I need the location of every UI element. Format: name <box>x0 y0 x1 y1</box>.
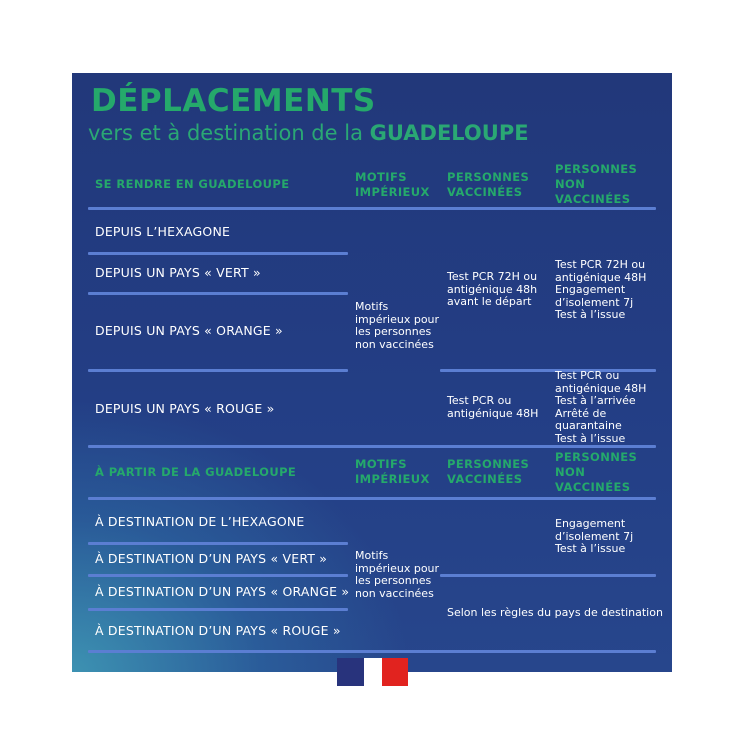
column-header-vaccinated <box>447 170 529 200</box>
cell-line: non vaccinées <box>355 337 434 351</box>
divider <box>88 207 656 210</box>
cell-line: Test à l’issue <box>555 542 626 555</box>
cell-line: Test PCR ou <box>555 369 620 382</box>
column-header-line: PERSONNES <box>555 162 638 176</box>
flag-blue-band <box>337 658 364 686</box>
column-header-line: PERSONNES <box>447 457 530 471</box>
divider <box>88 542 348 545</box>
divider <box>88 608 348 611</box>
row-label-to-red-country: À DESTINATION D’UN PAYS « ROUGE » <box>95 623 341 638</box>
cell-line: antigénique 48H <box>447 406 539 420</box>
cell-line: quarantaine <box>555 419 622 432</box>
cell-line: Test à l’arrivée <box>555 394 636 407</box>
motifs-cell <box>355 301 439 351</box>
column-header-line: MOTIFS <box>355 457 407 471</box>
page-subtitle <box>88 121 529 145</box>
column-header-line: IMPÉRIEUX <box>355 472 430 486</box>
row-label-to-orange-country: À DESTINATION D’UN PAYS « ORANGE » <box>95 584 350 599</box>
row-label-orange-country: DEPUIS UN PAYS « ORANGE » <box>95 323 283 338</box>
cell-line: Motifs <box>355 549 389 562</box>
cell-line: Engagement <box>555 283 626 296</box>
cell-line: Engagement <box>555 517 626 530</box>
column-header-line: NON <box>555 465 586 479</box>
cell-line: impérieux pour <box>355 561 440 575</box>
column-header-line: VACCINÉES <box>447 185 523 199</box>
divider <box>88 650 656 653</box>
column-header-line: VACCINÉES <box>447 472 523 486</box>
divider <box>440 574 656 577</box>
cell-line: Arrêté de <box>555 406 607 420</box>
page-title: DÉPLACEMENTS <box>91 83 376 119</box>
subtitle-prefix: vers et à destination de la <box>88 121 370 145</box>
cell-line: Test PCR 72H ou <box>555 258 646 271</box>
divider <box>88 497 656 500</box>
divider <box>88 252 348 255</box>
unvaccinated-green-orange-cell <box>555 259 646 322</box>
column-header-line: IMPÉRIEUX <box>355 185 430 199</box>
travel-rules-panel <box>72 73 672 672</box>
flag-red-band <box>382 658 409 686</box>
cell-line: impérieux pour <box>355 312 440 326</box>
column-header-line: VACCINÉES <box>555 192 631 206</box>
vaccinated-red-cell <box>447 395 538 420</box>
divider <box>88 369 348 372</box>
unvaccinated-red-cell <box>555 370 646 445</box>
divider <box>88 292 348 295</box>
section-arrival-title: SE RENDRE EN GUADELOUPE <box>95 177 290 191</box>
column-header-line: MOTIFS <box>355 170 407 184</box>
cell-line: d’isolement 7j <box>555 295 634 309</box>
divider <box>88 445 656 448</box>
cell-line: Test PCR 72H ou <box>447 270 538 283</box>
cell-line: antigénique 48h <box>447 282 538 296</box>
column-header-motifs <box>355 170 430 200</box>
column-header-unvaccinated <box>555 162 637 207</box>
cell-line: Test PCR ou <box>447 394 512 407</box>
cell-line: Motifs <box>355 300 389 313</box>
cell-line: avant le départ <box>447 295 532 308</box>
column-header-line: VACCINÉES <box>555 480 631 494</box>
unvaccinated-hexagone-cell <box>555 518 633 556</box>
row-label-red-country: DEPUIS UN PAYS « ROUGE » <box>95 401 275 416</box>
column-header-line: PERSONNES <box>555 450 638 464</box>
column-header-line: PERSONNES <box>447 170 530 184</box>
row-label-hexagone: DEPUIS L’HEXAGONE <box>95 224 231 239</box>
cell-line: non vaccinées <box>355 586 434 600</box>
column-header-unvaccinated <box>555 450 637 495</box>
other-countries-cell: Selon les règles du pays de destination <box>447 606 663 619</box>
column-header-motifs <box>355 457 430 487</box>
cell-line: les personnes <box>355 325 432 338</box>
cell-line: antigénique 48H <box>555 381 647 395</box>
row-label-to-green-country: À DESTINATION D’UN PAYS « VERT » <box>95 551 328 566</box>
column-header-line: NON <box>555 177 586 191</box>
marianne-icon <box>364 658 382 686</box>
section-departure-title: À PARTIR DE LA GUADELOUPE <box>95 465 297 479</box>
divider <box>88 574 348 577</box>
cell-line: antigénique 48H <box>555 270 647 284</box>
cell-line: Test à l’issue <box>555 308 626 321</box>
republique-francaise-logo <box>337 658 408 686</box>
column-header-vaccinated <box>447 457 529 487</box>
subtitle-emphasis: GUADELOUPE <box>369 121 529 145</box>
row-label-to-hexagone: À DESTINATION DE L’HEXAGONE <box>95 514 305 529</box>
cell-line: Test à l’issue <box>555 431 626 445</box>
cell-line: d’isolement 7j <box>555 529 634 543</box>
row-label-green-country: DEPUIS UN PAYS « VERT » <box>95 265 261 280</box>
cell-line: les personnes <box>355 574 432 587</box>
vaccinated-green-orange-cell <box>447 271 537 309</box>
motifs-cell <box>355 550 439 600</box>
